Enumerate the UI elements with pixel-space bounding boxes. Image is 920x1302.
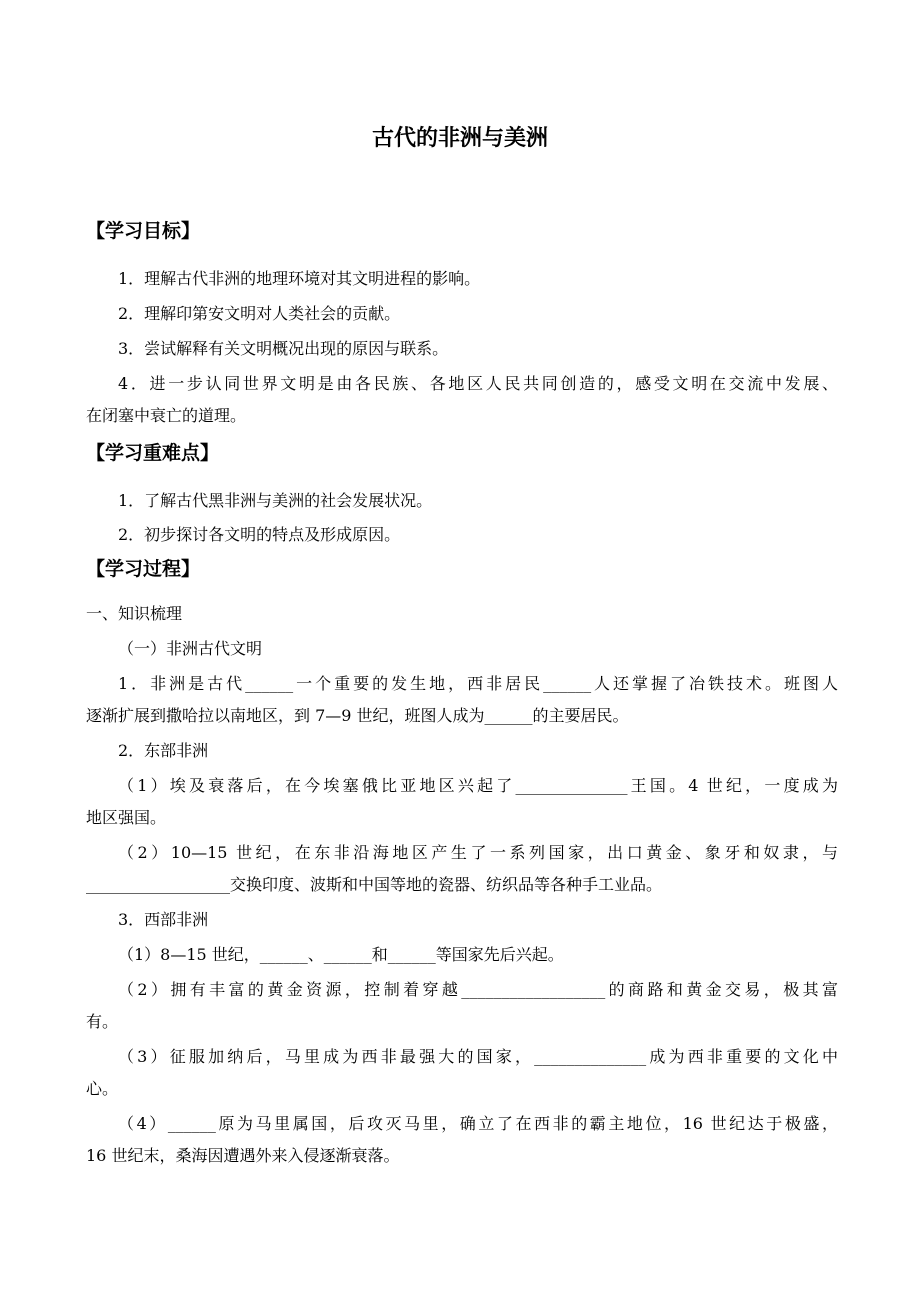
exercise-line: 地区强国。 bbox=[86, 808, 167, 827]
keypoint-item: 2．初步探讨各文明的特点及形成原因。 bbox=[118, 525, 401, 544]
exercise-line: （1）埃及衰落后，在今埃塞俄比亚地区兴起了______________王国。4 世纪，一度成为 bbox=[118, 776, 838, 795]
exercise-line: （2）10—15 世纪，在东非沿海地区产生了一系列国家，出口黄金、象牙和奴隶，与 bbox=[118, 843, 838, 862]
goal-item: 4．进一步认同世界文明是由各民族、各地区人民共同创造的，感受文明在交流中发展、 bbox=[118, 374, 838, 393]
exercise-line: 逐渐扩展到撒哈拉以南地区，到 7—9 世纪，班图人成为______的主要居民。 bbox=[86, 706, 629, 725]
goal-item: 3．尝试解释有关文明概况出现的原因与联系。 bbox=[118, 339, 449, 358]
exercise-line: __________________交换印度、波斯和中国等地的瓷器、纺织品等各种手工业品。 bbox=[86, 875, 663, 894]
exercise-line: 有。 bbox=[86, 1012, 119, 1031]
exercise-line: 16 世纪末，桑海因遭遇外来入侵逐渐衰落。 bbox=[86, 1146, 400, 1165]
exercise-line: 心。 bbox=[86, 1079, 119, 1098]
exercise-line: （3）征服加纳后，马里成为西非最强大的国家，______________成为西非重要的文化中 bbox=[118, 1047, 838, 1066]
exercise-line: 1．非洲是古代______一个重要的发生地，西非居民______人还掌握了冶铁技术。班图人 bbox=[118, 674, 838, 693]
keypoints-heading: 【学习重难点】 bbox=[86, 442, 220, 464]
goals-heading: 【学习目标】 bbox=[86, 220, 201, 242]
goal-item: 2．理解印第安文明对人类社会的贡献。 bbox=[118, 304, 401, 323]
goal-item: 1．理解古代非洲的地理环境对其文明进程的影响。 bbox=[118, 269, 481, 288]
goal-item-continued: 在闭塞中衰亡的道理。 bbox=[86, 406, 247, 425]
section-heading: 一、知识梳理 bbox=[86, 604, 183, 623]
keypoint-item: 1．了解古代黑非洲与美洲的社会发展状况。 bbox=[118, 491, 433, 510]
exercise-line: （4）______原为马里属国，后攻灭马里，确立了在西非的霸主地位，16 世纪达于极盛， bbox=[118, 1114, 838, 1133]
exercise-line: 3．西部非洲 bbox=[118, 910, 209, 929]
exercise-line: （2）拥有丰富的黄金资源，控制着穿越__________________的商路和黄金交易，极其富 bbox=[118, 980, 838, 999]
process-heading: 【学习过程】 bbox=[86, 558, 201, 580]
exercise-line: 2．东部非洲 bbox=[118, 741, 209, 760]
subsection-heading: （一）非洲古代文明 bbox=[118, 639, 263, 658]
exercise-line: （1）8—15 世纪，______、______和______等国家先后兴起。 bbox=[118, 945, 564, 964]
page-title: 古代的非洲与美洲 bbox=[371, 125, 548, 151]
